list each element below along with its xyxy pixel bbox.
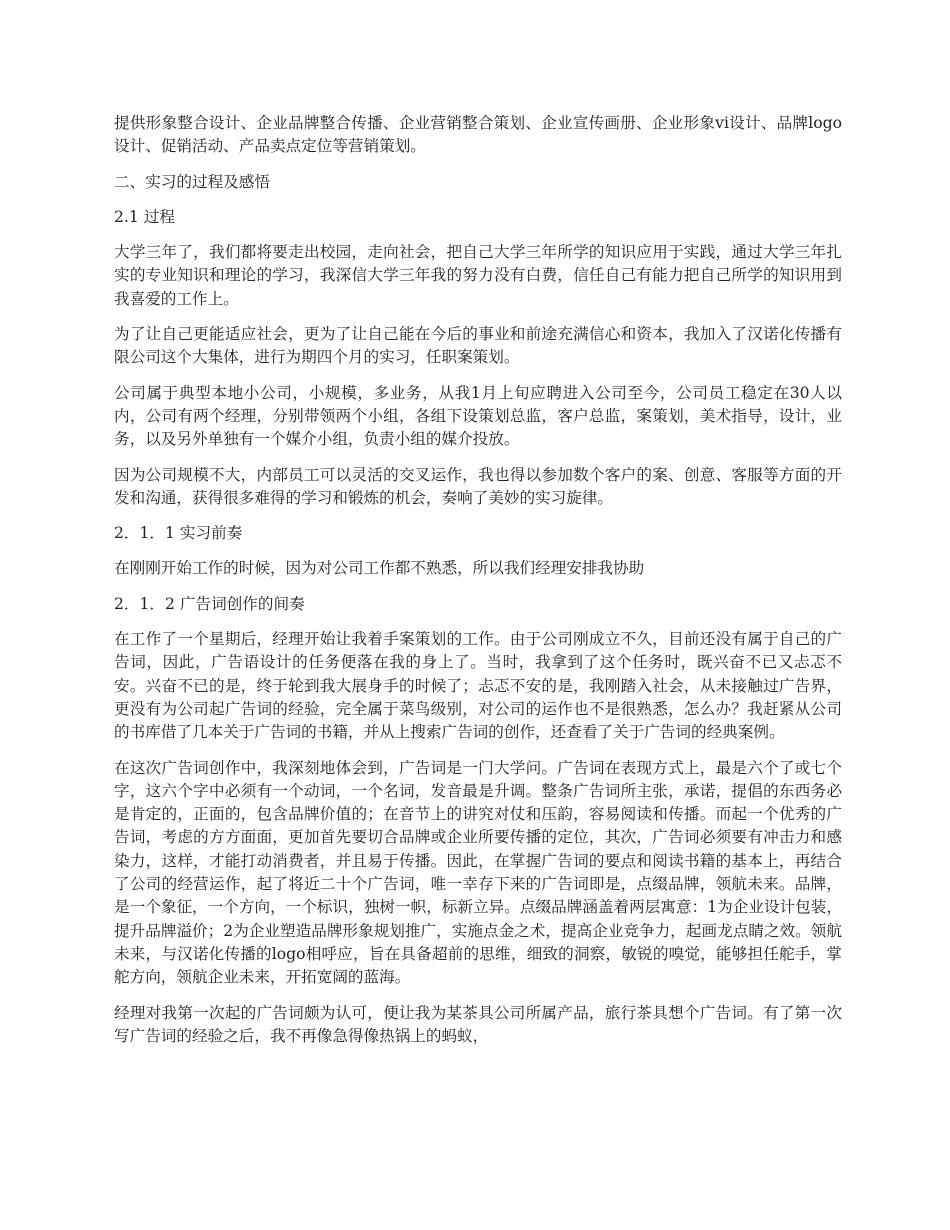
body-paragraph: 大学三年了，我们都将要走出校园，走向社会，把自己大学三年所学的知识应用于实践，通过大学三年扎实的专业知识和理论的学习，我深信大学三年我的努力没有白费，信任自己有能力把自己所学的知识用到我喜爱的工作上。 <box>114 243 842 308</box>
body-paragraph: 因为公司规模不大，内部员工可以灵活的交叉运作，我也得以参加数个客户的案、创意、客服等方面的开发和沟通，获得很多难得的学习和锻炼的机会，奏响了美妙的实习旋律。 <box>114 465 842 507</box>
body-paragraph: 公司属于典型本地小公司，小规模，多业务，从我1月上旬应聘进入公司至今，公司员工稳定在30人以内，公司有两个经理，分别带领两个小组，各组下设策划总监，客户总监，案策划，美术指导，设计，业务，以及另外单独有一个媒介小组，负责小组的媒介投放。 <box>114 383 842 449</box>
subsection-heading: 2．1．1 实习前奏 <box>114 524 243 543</box>
body-paragraph: 经理对我第一次起的广告词颇为认可，便让我为某茶具公司所属产品，旅行茶具想个广告词。有了第一次写广告词的经验之后，我不再像急得像热锅上的蚂蚁， <box>114 1003 842 1045</box>
subsection-heading: 2.1 过程 <box>114 207 175 226</box>
body-paragraph: 在工作了一个星期后，经理开始让我着手案策划的工作。由于公司刚成立不久，目前还没有属于自己的广告词，因此，广告语设计的任务便落在我的身上了。当时，我拿到了这个任务时，既兴奋不已又忐忑不安。兴奋不已的是，终于轮到我大展身手的时候了；忐忑不安的是，我刚踏入社会，从未接触过广告界，更没有为公司起广告词的经验，完全属于菜鸟级别，对公司的运作也不是很熟悉，怎么办？我赶紧从公司的书库借了几本关于广告词的书籍，并从上搜索广告词的创作，还查看了关于广告词的经典案例。 <box>114 630 842 742</box>
body-paragraph: 在刚刚开始工作的时候，因为对公司工作都不熟悉，所以我们经理安排我协助 <box>114 559 645 578</box>
subsection-heading: 2．1．2 广告词创作的间奏 <box>114 594 305 613</box>
body-paragraph: 在这次广告词创作中，我深刻地体会到，广告词是一门大学问。广告词在表现方式上，最是六个了或七个字，这六个字中必须有一个动词，一个名词，发音最是升调。整条广告词所主张，承诺，提倡的东西务必是肯定的，正面的，包含品牌价值的；在音节上的讲究对仗和压韵，容易阅读和传播。而起一个优秀的广告词，考虑的方方面面，更加首先要切合品牌或企业所要传播的定位，其次，广告词必须要有冲击力和感染力，这样，才能打动消费者，并且易于传播。因此，在掌握广告词的要点和阅读书籍的基本上，再结合了公司的经营运作，起了将近二十个广告词，唯一幸存下来的广告词即是，点缀品牌，领航未来。品牌，是一个象征，一个方向，一个标识，独树一帜，标新立异。点缀品牌涵盖着两层寓意：1为企业设计包装，提升品牌溢价；2为企业塑造品牌形象规划推广，实施点金之术，提高企业竞争力，起画龙点睛之效。领航未来，与汉诺化传播的logo相呼应，旨在具备超前的思维，细致的洞察，敏锐的嗅觉，能够担任舵手，掌舵方向，领航企业未来，开拓宽阔的蓝海。 <box>114 758 842 987</box>
section-heading: 二、实习的过程及感悟 <box>114 172 270 191</box>
body-paragraph: 为了让自己更能适应社会，更为了让自己能在今后的事业和前途充满信心和资本，我加入了汉诺化传播有限公司这个大集体，进行为期四个月的实习，任职案策划。 <box>114 325 842 367</box>
body-paragraph: 提供形象整合设计、企业品牌整合传播、企业营销整合策划、企业宣传画册、企业形象vi设计、品牌logo设计、促销活动、产品卖点定位等营销策划。 <box>114 114 842 156</box>
